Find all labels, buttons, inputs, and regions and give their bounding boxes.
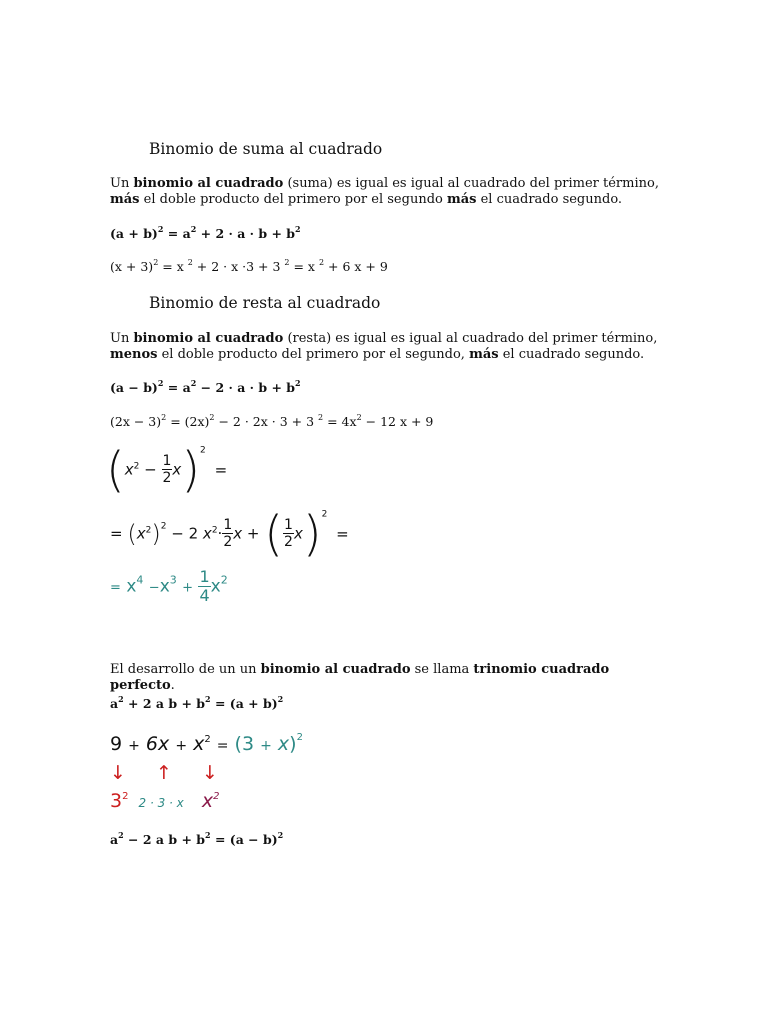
formula-trinomio-diff: $a^2 - 2$ a $b + b^2 = (a - b)^2$ [110,830,284,847]
open-paren-icon: ( [264,506,284,562]
close-paren-icon: ) [181,442,201,498]
formula-diff: $(a - b)^2 = a^2 - 2 \cdot a \cdot b + b^2$ [110,378,301,395]
paragraph-trinomio: El desarrollo de un un binomio al cuadrado se llama trinomio cuadrado perfecto. [110,662,610,693]
fraction-half: $\frac{1}{2}$ [162,452,172,487]
close-paren-icon: ) [151,520,161,548]
trinomio-visual-line: $9 + 6x + x^2 = (3 + x)^2$ [110,732,303,755]
math-line-2: = $(x^2)^2 - 2$ $x^2\cdot$ $\frac{1}{2}$ x + ( $\frac{1}{2}$ x)$^2$ = [110,506,349,562]
open-paren-icon: ( [127,520,137,548]
trinomio-terms: $3^2$ 2 · 3 · x $x^2$ [110,790,220,812]
open-paren-icon: ( [106,442,125,498]
paragraph-diff: Un binomio al cuadrado (resta) es igual es igual al cuadrado del primer término, menos el doble producto del primero por el segundo, más el cuadrado segundo. [110,331,658,362]
math-line-1: ($x^2$ − $\frac{1}{2}$ x)$^2$ = [106,442,228,498]
paragraph-sum: Un binomio al cuadrado (suma) es igual es igual al cuadrado del primer término, más el doble producto del primero por el segundo más el cuadrado segundo. [110,176,659,207]
formula-trinomio-sum: $a^2 + 2$ a $b + b^2 = (a + b)^2$ [110,694,284,711]
arrow-down-icon: ↓ [201,762,218,784]
example-sum: $(x + 3)^2 = x$ $^2$ + 2 · x ·3 + 3 $^2$ = x $^2$ + 6 x + 9 [110,258,388,274]
heading-sum: Binomio de suma al cuadrado [149,140,383,158]
arrow-up-icon: ↑ [155,762,172,784]
heading-diff: Binomio de resta al cuadrado [149,294,381,312]
fraction-quarter: $\frac{1}{4}$ [199,567,210,605]
fraction-half: $\frac{1}{2}$ [223,516,233,551]
trinomio-arrows [110,762,218,784]
fraction-half: $\frac{1}{2}$ [284,516,293,551]
arrow-down-icon: ↓ [110,762,126,784]
math-line-3: = $x^4 -x^3$ + $\frac{1}{4}$ $x^2$ [110,567,228,605]
formula-sum: $(a + b)^2 = a^2 + 2 \cdot a \cdot b + b^2$ [110,224,301,241]
close-paren-icon: ) [302,506,322,562]
example-diff: $(2x - 3)^2 = (2x)^2 - 2 \cdot 2x \cdot 3 + 3$ $^2 = 4x^2 - 12$ x + 9 [110,413,434,429]
